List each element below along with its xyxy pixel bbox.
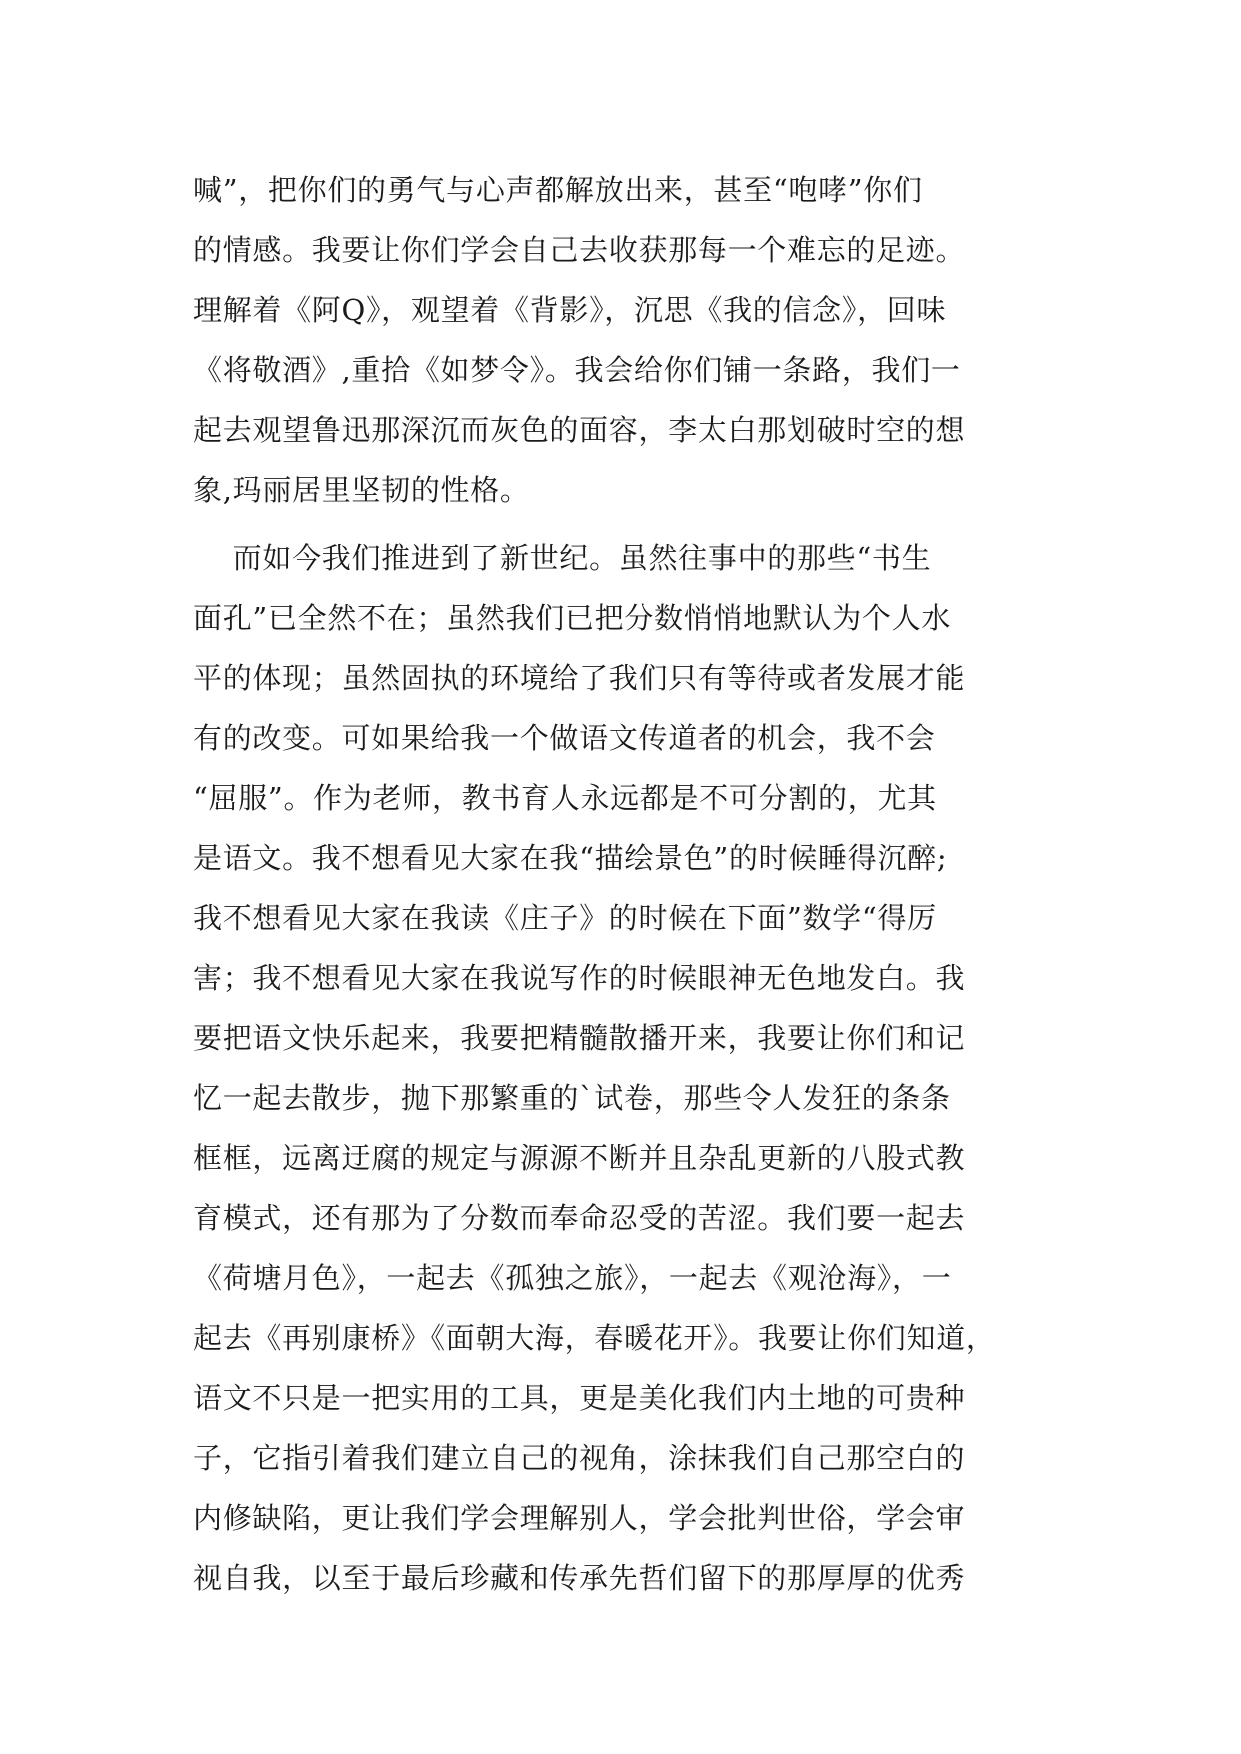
- text-line: 理解着《阿Q》，观望着《背影》，沉思《我的信念》，回味: [193, 293, 947, 327]
- text-line: 《荷塘月色》，一起去《孤独之旅》，一起去《观沧海》，一: [193, 1261, 952, 1295]
- text-line: 育模式，还有那为了分数而奉命忍受的苦涩。我们要一起去: [193, 1201, 966, 1235]
- text-line: 害；我不想看见大家在我说写作的时候眼神无色地发白。我: [193, 961, 966, 995]
- text-line: 忆一起去散步，抛下那繁重的`试卷，那些令人发狂的条条: [193, 1081, 951, 1115]
- text-line: 《将敬酒》,重拾《如梦令》。我会给你们铺一条路，我们一: [193, 353, 961, 387]
- text-line: 平的体现；虽然固执的环境给了我们只有等待或者发展才能: [193, 661, 966, 695]
- text-line: 起去观望鲁迅那深沉而灰色的面容，李太白那划破时空的想: [193, 413, 966, 447]
- text-line: 要把语文快乐起来，我要把精髓散播开来，我要让你们和记: [193, 1021, 966, 1055]
- text-line: 子，它指引着我们建立自己的视角，涂抹我们自己那空白的: [193, 1441, 966, 1475]
- text-line: 的情感。我要让你们学会自己去收获那每一个难忘的足迹。: [193, 233, 966, 267]
- paragraph-1: [193, 160, 1073, 520]
- text-line: 象,玛丽居里坚韧的性格。: [193, 473, 530, 507]
- text-line: 语文不只是一把实用的工具，更是美化我们内土地的可贵种: [193, 1381, 966, 1415]
- text-line: 视自我，以至于最后珍藏和传承先哲们留下的那厚厚的优秀: [193, 1561, 966, 1595]
- text-line: 框框，远离迂腐的规定与源源不断并且杂乱更新的八股式教: [193, 1141, 966, 1175]
- text-line: “屈服”。作为老师，教书育人永远都是不可分割的，尤其: [193, 781, 937, 815]
- text-line: 喊”，把你们的勇气与心声都解放出来，甚至“咆哮”你们: [193, 173, 923, 207]
- text-line: 是语文。我不想看见大家在我“描绘景色”的时候睡得沉醉;: [193, 841, 948, 875]
- document-body: [193, 160, 1073, 1608]
- text-line: 有的改变。可如果给我一个做语文传道者的机会，我不会: [193, 721, 936, 755]
- text-line: 内修缺陷，更让我们学会理解别人，学会批判世俗，学会审: [193, 1501, 966, 1535]
- paragraph-2: [193, 528, 1073, 1608]
- paragraph-gap: [193, 520, 1073, 528]
- text-line: 起去《再别康桥》《面朝大海，春暖花开》。我要让你们知道，: [193, 1321, 996, 1355]
- text-line: 而如今我们推进到了新世纪。虽然往事中的那些“书生: [193, 541, 932, 575]
- text-line: 面孔”已全然不在；虽然我们已把分数悄悄地默认为个人水: [193, 601, 952, 635]
- text-line: 我不想看见大家在我读《庄子》的时候在下面”数学“得厉: [193, 901, 937, 935]
